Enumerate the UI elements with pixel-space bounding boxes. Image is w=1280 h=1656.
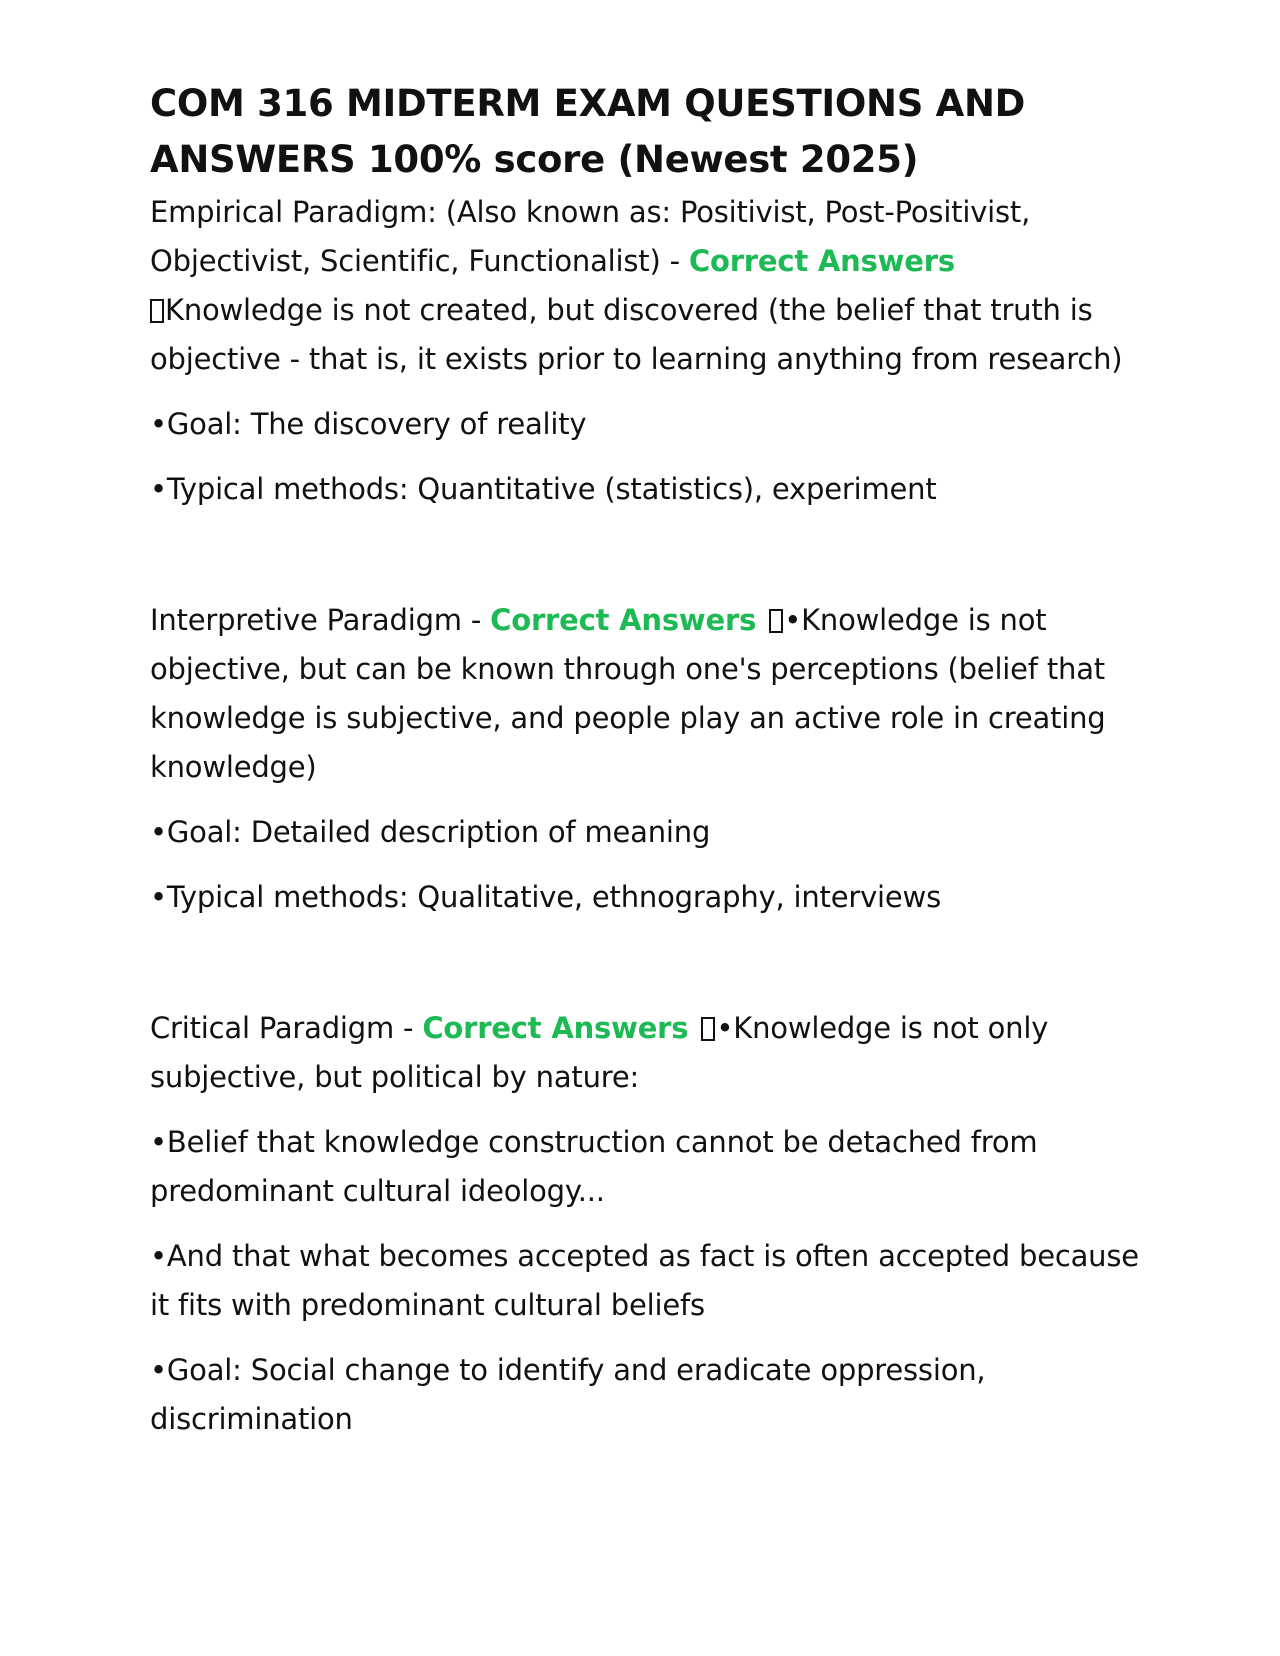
answer-text: •Knowledge is not objective, but can be known through one's perceptions (belief that knowledge is subjective, and people play an active role in creating knowledge) xyxy=(150,603,1106,784)
document-page xyxy=(150,76,1140,1444)
qa-section-empirical xyxy=(150,188,1140,514)
bullet-point: •Goal: Detailed description of meaning xyxy=(150,815,711,849)
question-answer xyxy=(150,1004,1140,1102)
bullet-point: •Belief that knowledge construction cannot be detached from predominant cultural ideology... xyxy=(150,1125,1038,1208)
bullet-point: •Typical methods: Qualitative, ethnography, interviews xyxy=(150,880,941,914)
correct-answers-label: Correct Answers xyxy=(422,1011,689,1045)
bullet-point: •And that what becomes accepted as fact is often accepted because it fits with predominant cultural beliefs xyxy=(150,1239,1139,1322)
missing-glyph-icon xyxy=(769,609,783,633)
question-term: Empirical Paradigm: (Also known as: Positivist, Post-Positivist, Objectivist, Scientific, Functionalist) - xyxy=(150,195,1031,278)
correct-answers-label: Correct Answers xyxy=(490,603,757,637)
qa-section-critical xyxy=(150,1004,1140,1444)
answer-text: •Knowledge is not only subjective, but political by nature: xyxy=(150,1011,1049,1094)
question-term: Interpretive Paradigm - xyxy=(150,603,491,637)
answer-text: Knowledge is not created, but discovered (the belief that truth is objective - that is, it exists prior to learning anything from research) xyxy=(150,293,1123,376)
bullet-point: •Goal: Social change to identify and eradicate oppression, discrimination xyxy=(150,1353,986,1436)
question-answer xyxy=(150,596,1140,792)
question-term: Critical Paradigm - xyxy=(150,1011,423,1045)
missing-glyph-icon xyxy=(150,299,164,323)
correct-answers-label: Correct Answers xyxy=(688,244,955,278)
document-title: COM 316 MIDTERM EXAM QUESTIONS AND ANSWERS 100% score (Newest 2025) xyxy=(150,82,1026,181)
question-answer xyxy=(150,188,1140,384)
qa-section-interpretive xyxy=(150,596,1140,922)
bullet-point: •Goal: The discovery of reality xyxy=(150,407,587,441)
bullet-point: •Typical methods: Quantitative (statistics), experiment xyxy=(150,472,937,506)
missing-glyph-icon xyxy=(701,1017,715,1041)
